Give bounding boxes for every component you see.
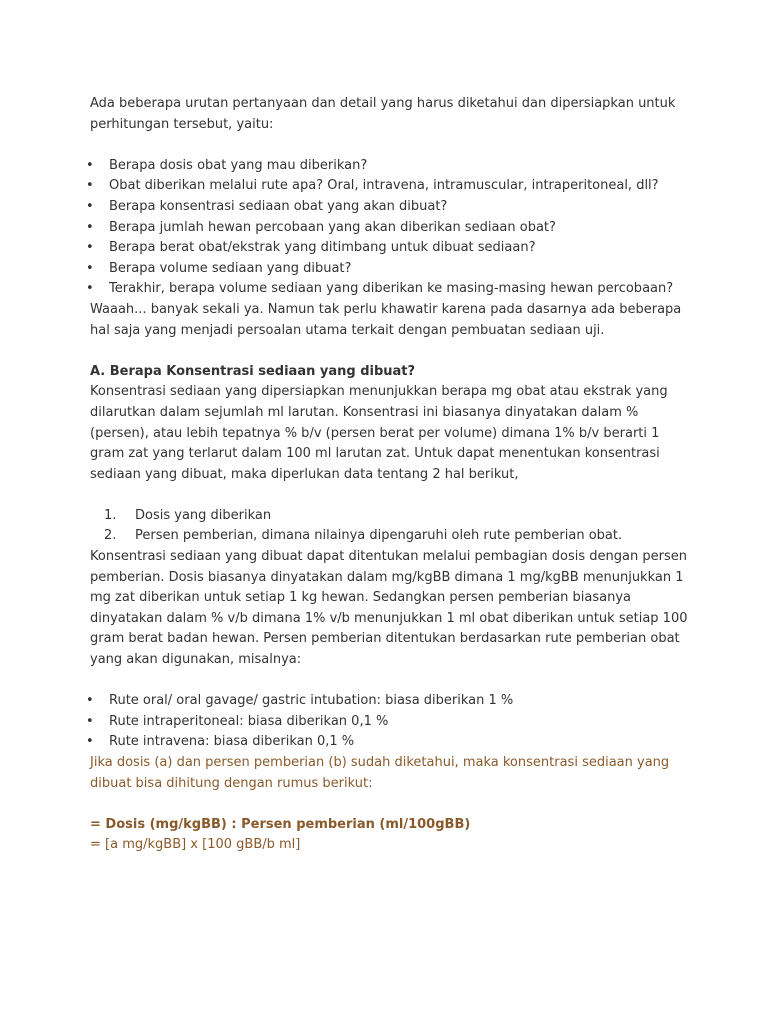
list-item <box>90 506 690 527</box>
list-item: • Berapa konsentrasi sediaan obat yang akan dibuat? <box>90 197 690 218</box>
formula-line-1: = Dosis (mg/kgBB) : Persen pemberian (ml/100gBB) <box>90 816 471 832</box>
document-content <box>90 94 690 856</box>
list-number: 1. <box>104 507 117 523</box>
list-item: • Rute oral/ oral gavage/ gastric intubation: biasa diberikan 1 % <box>90 691 690 712</box>
list-item: • Berapa berat obat/ekstrak yang ditimbang untuk dibuat sediaan? <box>90 238 690 259</box>
list-item: • Terakhir, berapa volume sediaan yang diberikan ke masing-masing hewan percobaan? <box>90 279 690 300</box>
list-text: Dosis yang diberikan <box>135 507 272 523</box>
list-number: 2. <box>104 528 117 544</box>
list-item: • Rute intravena: biasa diberikan 0,1 % <box>90 732 690 753</box>
spacer <box>90 135 690 156</box>
route-list <box>90 691 690 753</box>
spacer <box>90 485 690 506</box>
list-item: • Berapa dosis obat yang mau diberikan? <box>90 156 690 177</box>
intro-paragraph: Ada beberapa urutan pertanyaan dan detail yang harus diketahui dan dipersiapkan untuk perhitungan tersebut, yaitu: <box>90 96 676 132</box>
section-heading: A. Berapa Konsentrasi sediaan yang dibuat? <box>90 363 416 379</box>
list-text: Persen pemberian, dimana nilainya dipengaruhi oleh rute pemberian obat. <box>135 528 623 544</box>
numbered-list <box>90 506 690 547</box>
question-list <box>90 156 690 300</box>
explanation-paragraph: Konsentrasi sediaan yang dibuat dapat ditentukan melalui pembagian dosis dengan persen pemberian. Dosis biasanya dinyatakan dalam mg/kgBB dimana 1 mg/kgBB menunjukkan 1 mg zat diberikan untuk setiap 1 kg hewan. Sedangkan persen pemberian biasanya dinyatakan dalam % v/b dimana 1% v/b menunjukkan 1 ml obat diberikan untuk setiap 100 gram berat badan hewan. Persen pemberian ditentukan berdasarkan rute pemberian obat yang akan digunakan, misalnya: <box>90 549 688 668</box>
waaah-paragraph: Waaah... banyak sekali ya. Namun tak perlu khawatir karena pada dasarnya ada beberapa hal saja yang menjadi persoalan utama terkait dengan pembuatan sediaan uji. <box>90 301 682 338</box>
spacer <box>90 341 690 362</box>
formula-intro: Jika dosis (a) dan persen pemberian (b) sudah diketahui, maka konsentrasi sediaan yang dibuat bisa dihitung dengan rumus berikut: <box>90 755 670 791</box>
list-item: • Obat diberikan melalui rute apa? Oral, intravena, intramuscular, intraperitoneal, dll? <box>90 176 690 197</box>
list-item: • Berapa volume sediaan yang dibuat? <box>90 259 690 280</box>
list-item <box>90 526 690 547</box>
spacer <box>90 671 690 692</box>
formula-line-2: = [a mg/kgBB] x [100 gBB/b ml] <box>90 837 301 853</box>
spacer <box>90 794 690 815</box>
section-body: Konsentrasi sediaan yang dipersiapkan menunjukkan berapa mg obat atau ekstrak yang dilarutkan dalam sejumlah ml larutan. Konsentrasi ini biasanya dinyatakan dalam % (persen), atau lebih tepatnya % b/v (persen berat per volume) dimana 1% b/v berarti 1 gram zat yang terlarut dalam 100 ml larutan zat. Untuk dapat menentukan konsentrasi sediaan yang dibuat, maka diperlukan data tentang 2 hal berikut, <box>90 384 668 482</box>
list-item: • Berapa jumlah hewan percobaan yang akan diberikan sediaan obat? <box>90 218 690 239</box>
list-item: • Rute intraperitoneal: biasa diberikan 0,1 % <box>90 712 690 733</box>
